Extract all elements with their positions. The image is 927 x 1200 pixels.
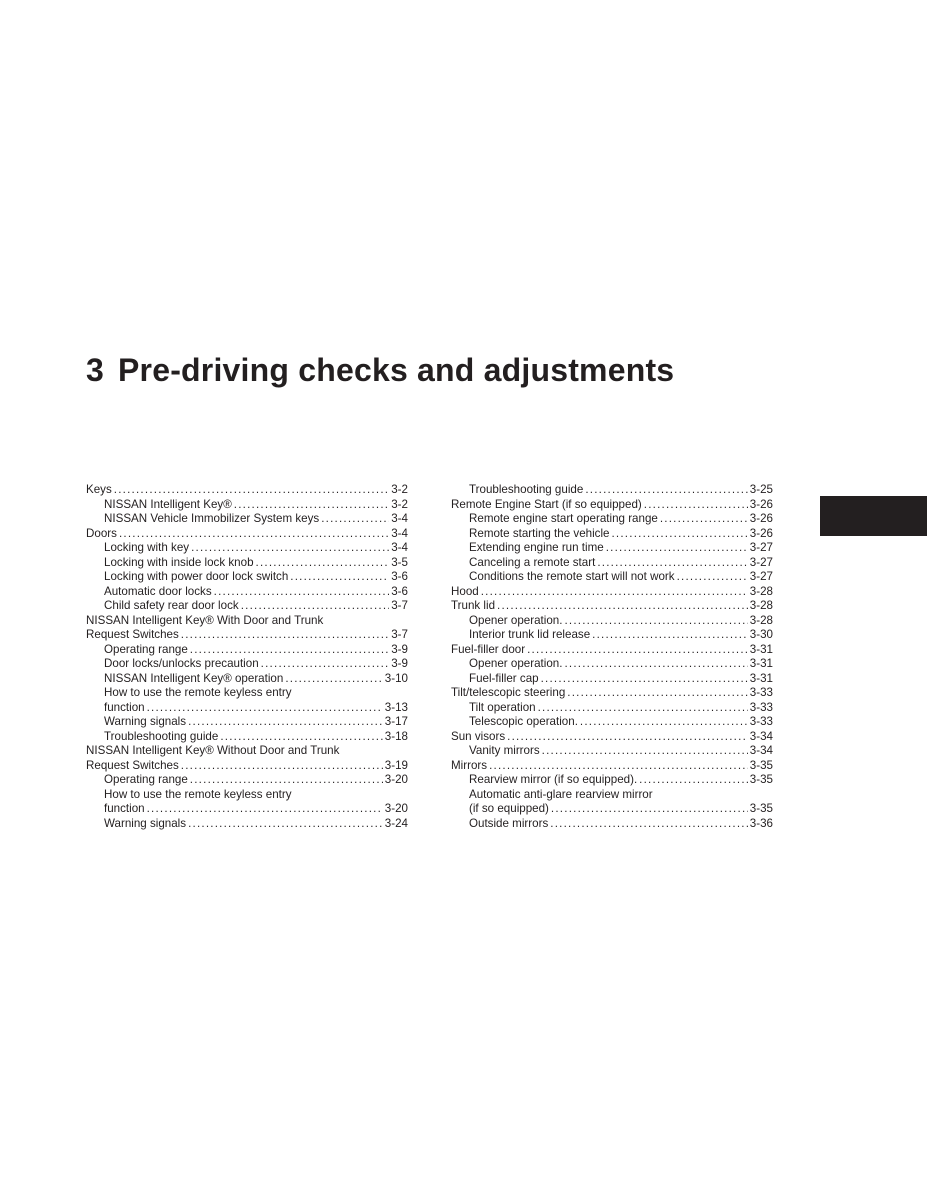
toc-entry-label: Remote starting the vehicle xyxy=(469,526,610,540)
toc-entry-page: 3-28 xyxy=(749,613,773,627)
toc-entry-page: 3-7 xyxy=(391,599,408,612)
dot-leader xyxy=(256,556,390,571)
toc-entry-page: 3-9 xyxy=(391,657,408,670)
toc-entry xyxy=(86,599,408,614)
dot-leader xyxy=(527,643,748,658)
toc-entry-page: 3-27 xyxy=(749,541,773,554)
toc-entry xyxy=(86,802,408,817)
toc-entry-page: 3-4 xyxy=(391,526,408,540)
dot-leader xyxy=(290,570,389,585)
toc-entry-label: Automatic door locks xyxy=(104,584,212,598)
toc-entry xyxy=(451,686,773,701)
toc-entry xyxy=(451,657,773,672)
chapter-tab-marker xyxy=(820,496,927,536)
dot-leader xyxy=(644,498,748,513)
toc-entry xyxy=(451,773,773,788)
toc-entry-label: function xyxy=(104,700,145,714)
toc-entry xyxy=(86,585,408,600)
toc-entry xyxy=(451,614,773,629)
toc-entry-page: 3-18 xyxy=(384,729,408,743)
toc-entry-label: Opener operation. xyxy=(469,657,563,670)
toc-entry-label: Troubleshooting guide xyxy=(104,729,219,743)
dot-leader xyxy=(481,585,748,600)
toc-entry xyxy=(86,541,408,556)
chapter-number: 3 xyxy=(86,352,104,388)
toc-entry-page: 3-26 xyxy=(749,497,773,511)
toc-entry-page: 3-35 xyxy=(749,802,773,815)
toc-entry xyxy=(86,556,408,571)
toc-entry-label: Rearview mirror (if so equipped). xyxy=(469,773,638,786)
toc-entry-label: Telescopic operation. xyxy=(469,715,578,728)
toc-entry-page: 3-9 xyxy=(391,642,408,656)
toc-entry xyxy=(451,744,773,759)
toc-entry-text: How to use the remote keyless entry xyxy=(104,787,292,801)
toc-entry-page: 3-31 xyxy=(749,657,773,670)
toc-entry-text: NISSAN Intelligent Key® Without Door and Trunk xyxy=(86,744,340,757)
toc-entry xyxy=(86,498,408,513)
toc-entry-page: 3-19 xyxy=(384,758,408,772)
dot-leader xyxy=(181,759,383,774)
toc-entry-page: 3-4 xyxy=(391,512,408,525)
chapter-title-text: Pre-driving checks and adjustments xyxy=(118,352,675,388)
toc-entry-label: function xyxy=(104,802,145,815)
dot-leader xyxy=(188,715,383,730)
dot-leader xyxy=(592,628,748,643)
toc-entry xyxy=(451,759,773,774)
toc-entry-label: NISSAN Intelligent Key® xyxy=(104,497,232,511)
dot-leader xyxy=(538,701,748,716)
toc-entry-page: 3-2 xyxy=(391,483,408,496)
dot-leader xyxy=(564,614,747,629)
toc-entry xyxy=(86,483,408,498)
dot-leader xyxy=(606,541,748,556)
toc-entry-label: NISSAN Vehicle Immobilizer System keys xyxy=(104,512,320,525)
toc-entry-label: Warning signals xyxy=(104,715,187,728)
dot-leader xyxy=(190,643,389,658)
toc-entry xyxy=(451,701,773,716)
toc-entry-page: 3-4 xyxy=(391,541,408,554)
toc-entry xyxy=(451,628,773,643)
toc-entry xyxy=(451,585,773,600)
toc-entry-label: Locking with inside lock knob xyxy=(104,555,254,569)
toc-entry-label: Request Switches xyxy=(86,628,179,641)
dot-leader xyxy=(191,541,389,556)
toc-entry-page: 3-30 xyxy=(749,628,773,641)
toc-entry xyxy=(86,672,408,687)
toc-entry xyxy=(451,527,773,542)
toc-entry-page: 3-28 xyxy=(749,584,773,598)
dot-leader xyxy=(234,498,389,513)
toc-entry-text: Automatic anti-glare rearview mirror xyxy=(469,787,653,801)
dot-leader xyxy=(497,599,748,614)
dot-leader xyxy=(551,802,748,817)
toc-entry xyxy=(451,512,773,527)
dot-leader xyxy=(585,483,747,498)
dot-leader xyxy=(119,527,389,542)
toc-entry-label: Sun visors xyxy=(451,729,506,743)
toc-entry-label: Extending engine run time xyxy=(469,541,604,554)
toc-entry xyxy=(86,628,408,643)
dot-leader xyxy=(114,483,389,498)
toc-entry-page: 3-20 xyxy=(384,802,408,815)
toc-entry-label: Remote Engine Start (if so equipped) xyxy=(451,497,642,511)
toc-entry-page: 3-17 xyxy=(384,715,408,728)
toc-entry-label: Locking with key xyxy=(104,541,190,554)
toc-entry-label: Hood xyxy=(451,584,479,598)
toc-entry-label: Trunk lid xyxy=(451,599,496,612)
toc-right-column xyxy=(451,483,773,831)
toc-entry-page: 3-2 xyxy=(391,497,408,511)
dot-leader xyxy=(541,672,748,687)
toc-entry-label: Tilt/telescopic steering xyxy=(451,686,566,699)
toc-entry xyxy=(86,570,408,585)
toc-entry-label: Request Switches xyxy=(86,758,179,772)
toc-entry xyxy=(451,541,773,556)
toc-entry-label: Canceling a remote start xyxy=(469,555,596,569)
toc-entry-page: 3-31 xyxy=(749,642,773,656)
toc-entry-label: Door locks/unlocks precaution xyxy=(104,657,259,670)
toc-entry-page: 3-27 xyxy=(749,570,773,583)
toc-entry-label: Tilt operation xyxy=(469,700,536,714)
dot-leader xyxy=(181,628,389,643)
dot-leader xyxy=(677,570,748,585)
toc-entry-label: Locking with power door lock switch xyxy=(104,570,289,583)
toc-entry-label: Conditions the remote start will not work xyxy=(469,570,675,583)
toc-entry-label: Doors xyxy=(86,526,117,540)
toc-entry xyxy=(451,483,773,498)
toc-entry-label: Outside mirrors xyxy=(469,816,549,830)
toc-entry-page: 3-33 xyxy=(749,686,773,699)
toc-entry-label: Remote engine start operating range xyxy=(469,512,658,525)
dot-leader xyxy=(147,701,383,716)
toc-entry-page: 3-6 xyxy=(391,570,408,583)
toc-entry xyxy=(451,599,773,614)
toc-entry-page: 3-36 xyxy=(749,816,773,830)
toc-entry xyxy=(451,643,773,658)
dot-leader xyxy=(188,817,383,832)
toc-entry-label: Opener operation. xyxy=(469,613,563,627)
toc-entry-page: 3-20 xyxy=(384,773,408,786)
dot-leader xyxy=(489,759,748,774)
toc-entry-label: Warning signals xyxy=(104,816,187,830)
dot-leader xyxy=(567,686,748,701)
toc-entry-label: Child safety rear door lock xyxy=(104,599,239,612)
toc-entry xyxy=(451,556,773,571)
toc-entry-text: How to use the remote keyless entry xyxy=(104,686,292,699)
toc-entry xyxy=(451,730,773,745)
toc-entry-page: 3-35 xyxy=(749,773,773,786)
toc-entry xyxy=(451,817,773,832)
dot-leader xyxy=(285,672,382,687)
toc-entry-label: Keys xyxy=(86,483,112,496)
toc-entry-page: 3-13 xyxy=(384,700,408,714)
toc-entry-label: Operating range xyxy=(104,642,188,656)
toc-entry-page: 3-33 xyxy=(749,715,773,728)
toc-entry-label: Mirrors xyxy=(451,758,488,772)
toc-entry-label: Troubleshooting guide xyxy=(469,483,584,496)
toc-entry xyxy=(86,512,408,527)
toc-entry-page: 3-26 xyxy=(749,512,773,525)
toc-entry-page: 3-35 xyxy=(749,758,773,772)
toc-entry xyxy=(86,715,408,730)
toc-entry xyxy=(86,759,408,774)
toc-entry-label: Interior trunk lid release xyxy=(469,628,591,641)
toc-entry xyxy=(451,672,773,687)
toc-entry xyxy=(86,730,408,745)
toc-entry-page: 3-7 xyxy=(391,628,408,641)
toc-entry xyxy=(451,802,773,817)
toc-entry-label: Fuel-filler cap xyxy=(469,671,539,685)
toc-entry-page: 3-10 xyxy=(384,671,408,685)
dot-leader xyxy=(507,730,748,745)
toc-entry-page: 3-5 xyxy=(391,555,408,569)
toc-entry xyxy=(86,527,408,542)
toc-entry xyxy=(86,817,408,832)
toc-entry xyxy=(451,570,773,585)
dot-leader xyxy=(639,773,748,788)
dot-leader xyxy=(580,715,748,730)
toc-entry-page: 3-31 xyxy=(749,671,773,685)
toc-entry xyxy=(86,657,408,672)
toc-entry xyxy=(86,701,408,716)
toc-entry-label: Fuel-filler door xyxy=(451,642,526,656)
dot-leader xyxy=(321,512,389,527)
toc-entry-page: 3-26 xyxy=(749,526,773,540)
page-title xyxy=(86,350,674,390)
toc-entry xyxy=(451,715,773,730)
dot-leader xyxy=(660,512,748,527)
dot-leader xyxy=(564,657,747,672)
dot-leader xyxy=(550,817,748,832)
dot-leader xyxy=(147,802,383,817)
dot-leader xyxy=(190,773,383,788)
toc-entry-page: 3-28 xyxy=(749,599,773,612)
toc-entry-page: 3-24 xyxy=(384,816,408,830)
toc-entry-label: (if so equipped) xyxy=(469,802,549,815)
toc-entry xyxy=(86,643,408,658)
toc-entry xyxy=(451,498,773,513)
dot-leader xyxy=(597,556,747,571)
toc-entry-page: 3-33 xyxy=(749,700,773,714)
dot-leader xyxy=(241,599,390,614)
dot-leader xyxy=(611,527,747,542)
toc-entry-page: 3-27 xyxy=(749,555,773,569)
toc-entry xyxy=(86,773,408,788)
dot-leader xyxy=(220,730,382,745)
toc-entry-text: NISSAN Intelligent Key® With Door and Trunk xyxy=(86,613,324,627)
toc-entry-label: Operating range xyxy=(104,773,188,786)
toc-entry-page: 3-6 xyxy=(391,584,408,598)
toc-entry-page: 3-25 xyxy=(749,483,773,496)
dot-leader xyxy=(214,585,390,600)
toc-entry-label: Vanity mirrors xyxy=(469,744,540,757)
dot-leader xyxy=(542,744,748,759)
toc-entry-page: 3-34 xyxy=(749,744,773,757)
toc-left-column xyxy=(86,483,408,831)
toc-entry-page: 3-34 xyxy=(749,729,773,743)
toc-entry-label: NISSAN Intelligent Key® operation xyxy=(104,671,284,685)
dot-leader xyxy=(261,657,390,672)
